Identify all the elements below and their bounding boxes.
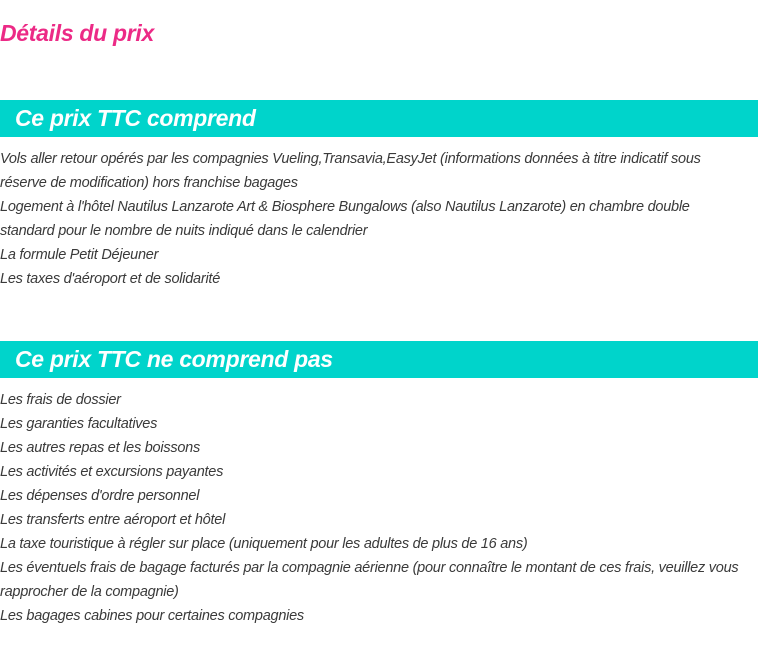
excludes-heading: Ce prix TTC ne comprend pas: [15, 346, 333, 372]
page-title: Détails du prix: [0, 20, 154, 46]
includes-heading: Ce prix TTC comprend: [15, 105, 256, 131]
list-item: Les dépenses d'ordre personnel: [0, 488, 200, 504]
list-item: Les taxes d'aéroport et de solidarité: [0, 271, 221, 287]
list-item: Les activités et excursions payantes: [0, 464, 224, 480]
list-item: Les transferts entre aéroport et hôtel: [0, 512, 226, 528]
list-item: Vols aller retour opérés par les compagnies Vueling,Transavia,EasyJet (informations données à titre indicatif sous réserve de modification) hors franchise bagages: [0, 151, 701, 191]
list-item: Les bagages cabines pour certaines compagnies: [0, 608, 304, 624]
includes-list: [0, 147, 745, 291]
list-item: Logement à l'hôtel Nautilus Lanzarote Art & Biosphere Bungalows (also Nautilus Lanzarote) en chambre double standard pour le nombre de nuits indiqué dans le calendrier: [0, 199, 690, 239]
excludes-list: [0, 388, 745, 628]
list-item: La formule Petit Déjeuner: [0, 247, 159, 263]
list-item: Les garanties facultatives: [0, 416, 158, 432]
includes-section-header: [0, 100, 758, 137]
list-item: Les éventuels frais de bagage facturés par la compagnie aérienne (pour connaître le montant de ces frais, veuillez vous rapprocher de la compagnie): [0, 560, 739, 600]
list-item: Les frais de dossier: [0, 392, 121, 408]
excludes-section-header: [0, 341, 758, 378]
list-item: Les autres repas et les boissons: [0, 440, 200, 456]
list-item: La taxe touristique à régler sur place (uniquement pour les adultes de plus de 16 ans): [0, 536, 528, 552]
